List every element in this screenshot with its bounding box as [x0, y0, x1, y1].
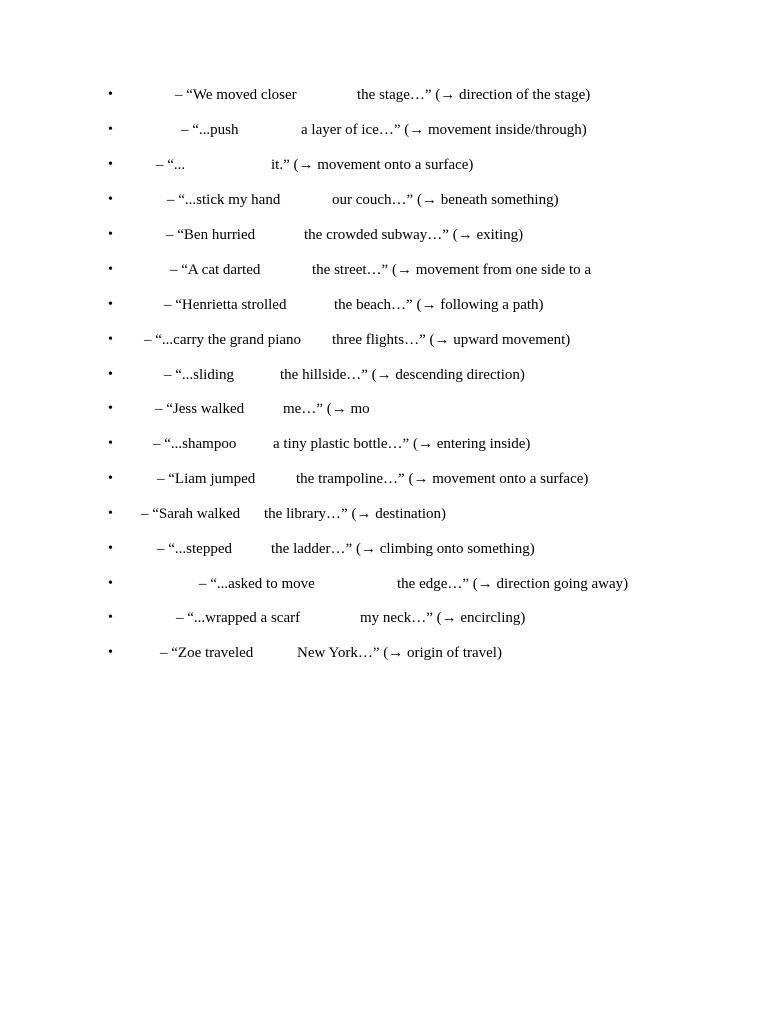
sentence-after-blank: the ladder…” (→ climbing onto something)	[271, 541, 535, 557]
list-item	[0, 504, 768, 524]
bullet-icon: •	[108, 157, 113, 172]
list-item	[0, 295, 768, 315]
sentence-after-blank: the trampoline…” (→ movement onto a surface)	[296, 471, 589, 487]
list-item	[0, 399, 768, 419]
sentence-before-blank: – “...sliding	[164, 367, 234, 383]
sentence-before-blank: – “...push	[181, 122, 239, 138]
sentence-before-blank: – “...stick my hand	[167, 192, 281, 208]
sentence-after-blank: New York…” (→ origin of travel)	[297, 645, 502, 661]
list-item	[0, 155, 768, 175]
bullet-icon: •	[108, 645, 113, 660]
list-item	[0, 85, 768, 105]
sentence-before-blank: – “Ben hurried	[166, 227, 256, 243]
bullet-icon: •	[108, 262, 113, 277]
sentence-before-blank: – “...asked to move	[199, 576, 315, 592]
bullet-icon: •	[108, 610, 113, 625]
sentence-before-blank: – “...stepped	[157, 541, 232, 557]
list-item	[0, 539, 768, 559]
sentence-before-blank: – “...shampoo	[153, 436, 237, 452]
bullet-icon: •	[108, 122, 113, 137]
bullet-icon: •	[108, 401, 113, 416]
list-item	[0, 643, 768, 663]
sentence-after-blank: the crowded subway…” (→ exiting)	[304, 227, 524, 243]
sentence-before-blank: – “...	[156, 157, 186, 173]
sentence-after-blank: it.” (→ movement onto a surface)	[271, 157, 474, 173]
sentence-after-blank: our couch…” (→ beneath something)	[332, 192, 559, 208]
sentence-after-blank: the stage…” (→ direction of the stage)	[357, 87, 591, 103]
bullet-icon: •	[108, 367, 113, 382]
bullet-icon: •	[108, 87, 113, 102]
list-item	[0, 608, 768, 628]
sentence-before-blank: – “Liam jumped	[157, 471, 256, 487]
sentence-after-blank: the beach…” (→ following a path)	[334, 297, 544, 313]
sentence-after-blank: the hillside…” (→ descending direction)	[280, 367, 525, 383]
list-item	[0, 260, 768, 280]
sentence-before-blank: – “A cat darted	[170, 262, 261, 278]
sentence-before-blank: – “We moved closer	[175, 87, 297, 103]
list-item	[0, 434, 768, 454]
sentence-before-blank: – “...wrapped a scarf	[176, 610, 301, 626]
sentence-after-blank: a layer of ice…” (→ movement inside/through)	[301, 122, 587, 138]
bullet-icon: •	[108, 227, 113, 242]
list-item	[0, 330, 768, 350]
bullet-icon: •	[108, 192, 113, 207]
list-item	[0, 120, 768, 140]
sentence-after-blank: the edge…” (→ direction going away)	[397, 576, 629, 592]
bullet-icon: •	[108, 297, 113, 312]
sentence-after-blank: a tiny plastic bottle…” (→ entering inside)	[273, 436, 531, 452]
list-item	[0, 574, 768, 594]
list-item	[0, 190, 768, 210]
list-item	[0, 469, 768, 489]
bullet-icon: •	[108, 506, 113, 521]
sentence-before-blank: – “Zoe traveled	[160, 645, 254, 661]
list-item	[0, 225, 768, 245]
sentence-before-blank: – “Jess walked	[155, 401, 245, 417]
bullet-icon: •	[108, 576, 113, 591]
sentence-after-blank: me…” (→ mo	[283, 401, 370, 417]
sentence-after-blank: three flights…” (→ upward movement)	[332, 332, 571, 348]
bullet-icon: •	[108, 436, 113, 451]
sentence-after-blank: the street…” (→ movement from one side to a	[312, 262, 592, 278]
sentence-before-blank: – “Sarah walked	[141, 506, 241, 522]
sentence-before-blank: – “Henrietta strolled	[164, 297, 287, 313]
list-item	[0, 365, 768, 385]
bullet-icon: •	[108, 541, 113, 556]
bullet-icon: •	[108, 332, 113, 347]
sentence-after-blank: my neck…” (→ encircling)	[360, 610, 526, 626]
bullet-icon: •	[108, 471, 113, 486]
sentence-before-blank: – “...carry the grand piano	[144, 332, 302, 348]
sentence-after-blank: the library…” (→ destination)	[264, 506, 447, 522]
